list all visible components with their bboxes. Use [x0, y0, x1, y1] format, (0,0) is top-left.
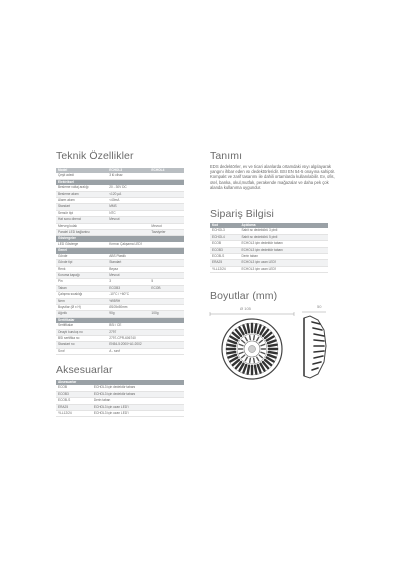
table-cell: LED Gösterge	[56, 242, 107, 248]
table-cell: ECOB-S	[56, 398, 92, 404]
table-cell: ECHOL3 için uzan LED'i	[92, 404, 184, 410]
vent-slot	[248, 324, 249, 332]
table-cell: ECHOL3 için dedektör tabanı	[92, 385, 184, 391]
table-row	[210, 266, 328, 272]
table-cell: Pin	[56, 279, 107, 285]
order-info-table	[210, 223, 328, 273]
table-cell: Hat sonu direnci	[56, 217, 107, 223]
table-cell: A - sınıf	[107, 348, 149, 354]
vent-slot	[227, 345, 235, 346]
table-cell: Renk	[56, 266, 107, 272]
table-cell: ECHOL3 için dedektör tabanı	[240, 241, 329, 247]
accessories-table	[56, 380, 184, 417]
table-cell: ECHOL3 için uzan LED'i	[240, 260, 329, 266]
table-cell: ECHOL3 için dedektör tabanı	[240, 247, 329, 253]
table-cell: Gövde	[56, 254, 107, 260]
table-cell: Mevcut	[107, 217, 149, 223]
table-cell: Sınıf	[56, 348, 107, 354]
table-cell: Model	[56, 168, 107, 173]
section-header: Aksesuarlar	[56, 380, 184, 385]
table-cell: Derin taban	[240, 254, 329, 260]
section-header: Genel	[56, 248, 184, 254]
table-cell: Açıklama	[240, 223, 329, 228]
dimension-width-label: Ø 105	[240, 306, 251, 311]
table-cell: Çeşit adedi	[56, 173, 107, 179]
table-row	[56, 411, 184, 417]
detector-top-view-drawing	[206, 312, 298, 382]
table-cell: 3 lü cihaz	[107, 173, 149, 179]
table-cell: Taban	[56, 285, 107, 291]
table-cell: ECOB3	[210, 247, 240, 253]
table-cell: 20 - 30V DC	[107, 185, 149, 191]
table-cell: Derin taban	[92, 398, 184, 404]
table-cell: Ø105x50mm	[107, 304, 149, 310]
description-paragraph: EDS dedektörler, ev ve ticari alanlarda ortamdaki ısıyı algılayarak yangını ihbar eden ısı dedektörleridir. BSI EN 54-5 onayına sahiptir. Kompakt ve zarif tasarımı ile dahili ortamlarda kullanılabilir. Ev, ofis, otel, banka, okul,mutfak, perakende mağazalar ve daha pek çok alanda kullanıma uygundur.	[210, 164, 336, 190]
table-cell: Kod	[210, 223, 240, 228]
table-cell: Nem	[56, 298, 107, 304]
table-cell: ECHOL3	[210, 228, 240, 234]
table-cell: <40mA	[107, 198, 149, 204]
vent-slot	[248, 366, 249, 374]
table-cell: Sensör tipi	[56, 210, 107, 216]
teknik-ozellikler-title: Teknik Özellikler	[56, 150, 134, 162]
table-cell: ECOB	[210, 241, 240, 247]
table-cell: Mevcut	[149, 223, 184, 229]
table-cell: BSI / CE	[107, 323, 149, 329]
table-cell: ABS Plastik	[107, 254, 149, 260]
table-cell: ECOB3	[107, 285, 149, 291]
table-cell: ERA25	[210, 260, 240, 266]
table-cell: ECOB3	[56, 391, 92, 397]
table-cell: Paralel LED bağlantısı	[56, 230, 107, 236]
table-cell: -10°C / +60°C	[107, 292, 149, 298]
table-cell: Ağırlık	[56, 311, 107, 317]
vent-slot	[227, 352, 235, 353]
section-header: Göstergeler	[56, 236, 184, 242]
table-cell: Koruma kapağı	[56, 272, 107, 278]
vent-slot	[269, 352, 277, 353]
table-cell: ECOB	[56, 385, 92, 391]
table-cell: Beyaz	[107, 266, 149, 272]
vent-slot	[250, 336, 251, 340]
table-cell: 2797	[107, 329, 149, 335]
tanim-title: Tanımı	[210, 150, 243, 162]
table-cell: Boyutlar (Ø x H)	[56, 304, 107, 310]
table-cell: Standart	[56, 204, 107, 210]
boyutlar-title: Boyutlar (mm)	[210, 290, 278, 302]
table-cell: YLL12/24	[210, 266, 240, 272]
table-cell: 100g	[149, 311, 184, 317]
table-cell	[149, 348, 184, 354]
table-cell: 2797-CPR-606740	[107, 335, 149, 341]
table-cell: ECHOL3 için dedektör tabanı	[92, 391, 184, 397]
table-cell: Alarm akımı	[56, 198, 107, 204]
table-cell: EN54-5:2000+A1:2002	[107, 342, 149, 348]
table-cell: %95RH	[107, 298, 149, 304]
table-cell: Mevcut	[107, 272, 149, 278]
table-cell: <120 µA	[107, 191, 149, 197]
table-cell: Standart	[107, 260, 149, 266]
vent-slot	[254, 336, 255, 340]
table-cell: ERA25	[56, 404, 92, 410]
table-cell: Gövde tipi	[56, 260, 107, 266]
table-cell: Onaylı kuruluş no	[56, 329, 107, 335]
table-cell: 3	[107, 279, 149, 285]
table-cell: Standart no	[56, 342, 107, 348]
table-cell: Besleme akımı	[56, 191, 107, 197]
table-cell: Sabit ısı dedektörü 5 pinli	[240, 234, 329, 240]
vent-slot	[254, 358, 255, 362]
table-cell: YLL12/24	[56, 411, 92, 417]
table-cell: Sabit ısı dedektörü 3 pinli	[240, 228, 329, 234]
vent-slot	[255, 366, 256, 374]
detector-side-view-drawing	[300, 310, 332, 382]
siparis-bilgisi-title: Sipariş Bilgisi	[210, 208, 274, 220]
table-cell: ECHOL3 için uzan LED'i	[92, 411, 184, 417]
spec-table	[56, 168, 184, 355]
table-cell: 5	[149, 279, 184, 285]
table-cell: Besleme voltaj aralığı	[56, 185, 107, 191]
dimension-height-label: 50	[317, 304, 322, 309]
table-cell: ECHOL3 için uzan LED'i	[240, 266, 329, 272]
table-cell: ECHOL3	[107, 168, 149, 173]
table-cell: Çalışma sıcaklığı	[56, 292, 107, 298]
table-cell: ECHOL4	[210, 234, 240, 240]
table-row	[56, 348, 184, 354]
section-header: Sertifikalar	[56, 317, 184, 323]
vent-slot	[255, 324, 256, 332]
section-header: Elektriksel	[56, 179, 184, 185]
vent-slot	[250, 358, 251, 362]
table-cell: MMS	[107, 204, 149, 210]
aksesuarlar-title: Aksesuarlar	[56, 364, 113, 376]
table-cell: ECOB-S	[210, 254, 240, 260]
table-cell: NTC	[107, 210, 149, 216]
vent-slot	[269, 345, 277, 346]
table-cell: BSI sertifika no	[56, 335, 107, 341]
table-cell: Sertifikalar	[56, 323, 107, 329]
table-cell: Merveg kulak	[56, 223, 107, 229]
table-cell: Tavsiyeler	[149, 230, 184, 236]
table-cell: ECOB	[149, 285, 184, 291]
table-cell: Kırmızı Çakşama LED'i	[107, 242, 149, 248]
table-cell: ECHOL4	[149, 168, 184, 173]
table-cell: 90g	[107, 311, 149, 317]
